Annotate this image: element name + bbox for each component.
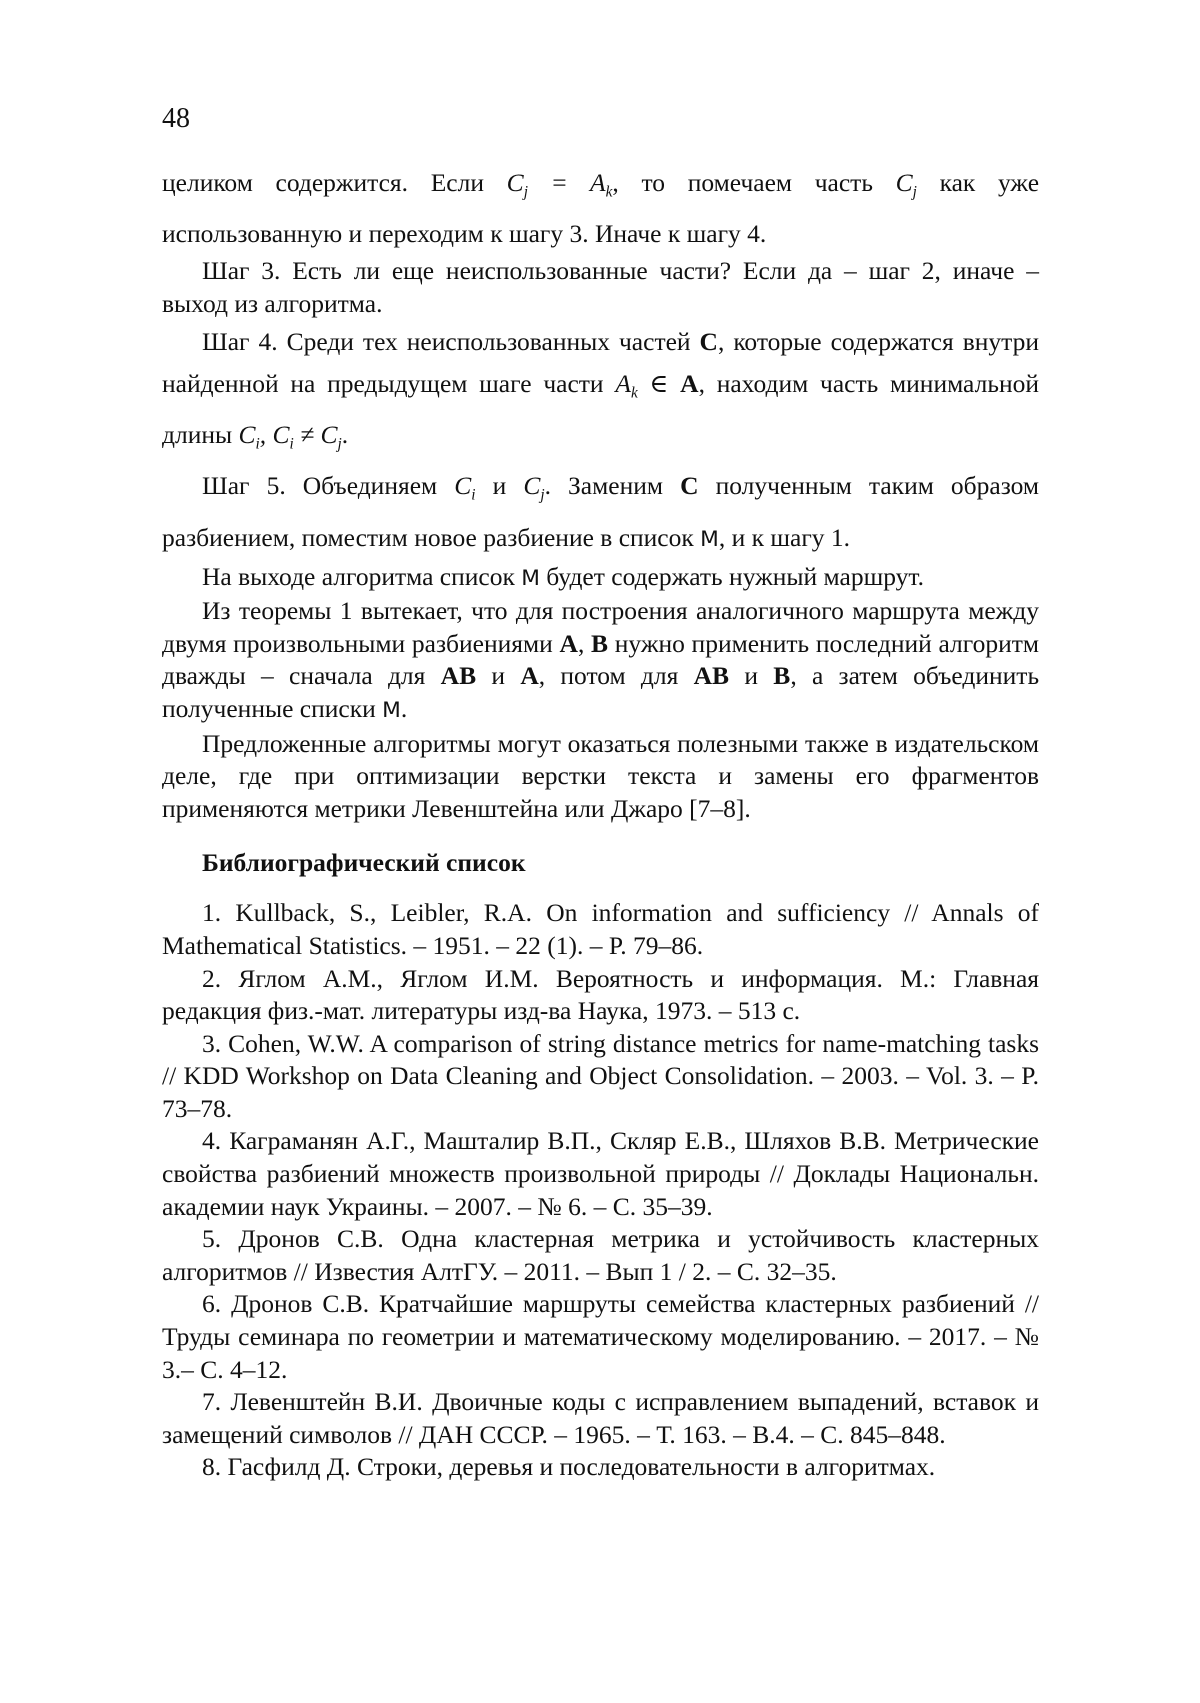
math-cj: Cj xyxy=(523,471,544,500)
text-run: будет содержать нужный маршрут. xyxy=(546,562,924,591)
list-symbol: M xyxy=(382,698,401,723)
paragraph-conclusion: Предложенные алгоритмы могут оказаться полезными также в издательском деле, где при оптимизации верстки текста и замены его фрагментов применяются метрики Левенштейна или Джаро [7–8]. xyxy=(162,728,1039,826)
text-run: . xyxy=(342,420,348,449)
text-run: , xyxy=(578,629,584,658)
math-ak-in-a: Ak ∈ A xyxy=(615,369,698,398)
bibliography-title: Библиографический список xyxy=(202,847,1039,879)
paragraph-theorem xyxy=(162,595,1039,727)
list-symbol: M xyxy=(700,527,719,552)
paragraph-step5 xyxy=(162,465,1039,560)
bold-symbol: B xyxy=(591,629,608,658)
text-run: Шаг 4. Среди тех неиспользованных частей xyxy=(202,327,691,356)
text-run: Шаг 5. Объединяем xyxy=(202,471,437,500)
reference-item: 5. Дронов С.В. Одна кластерная метрика и устойчивость кластерных алгоритмов // Известия АлтГУ. – 2011. – Вып 1 / 2. – С. 32–35. xyxy=(162,1223,1039,1288)
paragraph-step2-end xyxy=(162,162,1039,255)
bold-symbol: A xyxy=(520,661,538,690)
text-run: как уже использованную и переходим к шагу 3. Иначе к шагу 4. xyxy=(162,168,1039,248)
text-run: , потом для xyxy=(539,661,679,690)
article-body xyxy=(162,162,1039,1484)
text-run: , находим часть минимальной длины xyxy=(162,369,1039,449)
text-run: целиком содержится. Если xyxy=(162,168,484,197)
reference-item: 7. Левенштейн В.И. Двоичные коды с исправлением выпадений, вставок и замещений символов // ДАН СССР. – 1965. – Т. 163. – В.4. – С. 845–848. xyxy=(162,1386,1039,1451)
bold-symbol: AB xyxy=(694,661,729,690)
text-run: , и к шагу 1. xyxy=(719,523,850,552)
text-run: , то помечаем часть xyxy=(612,168,873,197)
text-run: , которые содержатся внутри найденной на предыдущем шаге части xyxy=(162,327,1039,398)
text-run: и xyxy=(744,661,758,690)
paragraph-step3: Шаг 3. Есть ли еще неиспользованные части? Если да – шаг 2, иначе – выход из алгоритма. xyxy=(162,255,1039,320)
text-run: . xyxy=(401,694,407,723)
text-run: , а затем объединить полученные списки xyxy=(162,661,1039,723)
reference-item: 8. Гасфилд Д. Строки, деревья и последовательности в алгоритмах. xyxy=(162,1451,1039,1484)
paragraph-step4 xyxy=(162,321,1039,466)
bold-symbol: A xyxy=(560,629,578,658)
reference-item: 4. Каграманян А.Г., Машталир В.П., Скляр Е.В., Шляхов В.В. Метрические свойства разбиений множеств произвольной природы // Доклады Национальн. академии наук Украины. – 2007. – № 6. – С. 35–39. xyxy=(162,1125,1039,1223)
math-ci: Ci xyxy=(454,471,475,500)
page-number: 48 xyxy=(162,102,190,136)
math-cj-eq-ak: Cj = Ak xyxy=(507,168,613,197)
reference-item: 6. Дронов С.В. Кратчайшие маршруты семейства кластерных разбиений // Труды семинара по геометрии и математическому моделированию. – 2017. – № 3.– С. 4–12. xyxy=(162,1288,1039,1386)
paragraph-output xyxy=(162,561,1039,596)
reference-item: 1. Kullback, S., Leibler, R.A. On information and sufficiency // Annals of Mathematical Statistics. – 1951. – 22 (1). – P. 79–86. xyxy=(162,897,1039,962)
bold-symbol: C xyxy=(700,327,718,356)
text-run: нужно применить последний алгоритм дважды – сначала для xyxy=(162,629,1039,691)
text-run: полученным таким образом разбиением, поместим новое разбиение в список xyxy=(162,471,1039,551)
text-run: и xyxy=(493,471,507,500)
math-ci-ne-cj: Ci, Ci ≠ Cj xyxy=(239,420,342,449)
reference-item: 2. Яглом А.М., Яглом И.М. Вероятность и информация. М.: Главная редакция физ.-мат. литературы изд-ва Наука, 1973. – 513 с. xyxy=(162,963,1039,1028)
list-symbol: M xyxy=(521,566,540,591)
text-run: Из теоремы 1 вытекает, что для построения аналогичного маршрута между двумя произвольными разбиениями xyxy=(162,596,1039,658)
text-run: и xyxy=(491,661,505,690)
text-run: На выходе алгоритма список xyxy=(202,562,515,591)
bold-symbol: C xyxy=(680,471,698,500)
bold-symbol: AB xyxy=(441,661,476,690)
reference-item: 3. Cohen, W.W. A comparison of string distance metrics for name-matching tasks // KDD Workshop on Data Cleaning and Object Consolidation. – 2003. – Vol. 3. – P. 73–78. xyxy=(162,1028,1039,1126)
page xyxy=(0,0,1200,1703)
text-run: . Заменим xyxy=(545,471,663,500)
math-cj: Cj xyxy=(896,168,917,197)
bold-symbol: B xyxy=(773,661,790,690)
bibliography-list xyxy=(162,897,1039,1484)
